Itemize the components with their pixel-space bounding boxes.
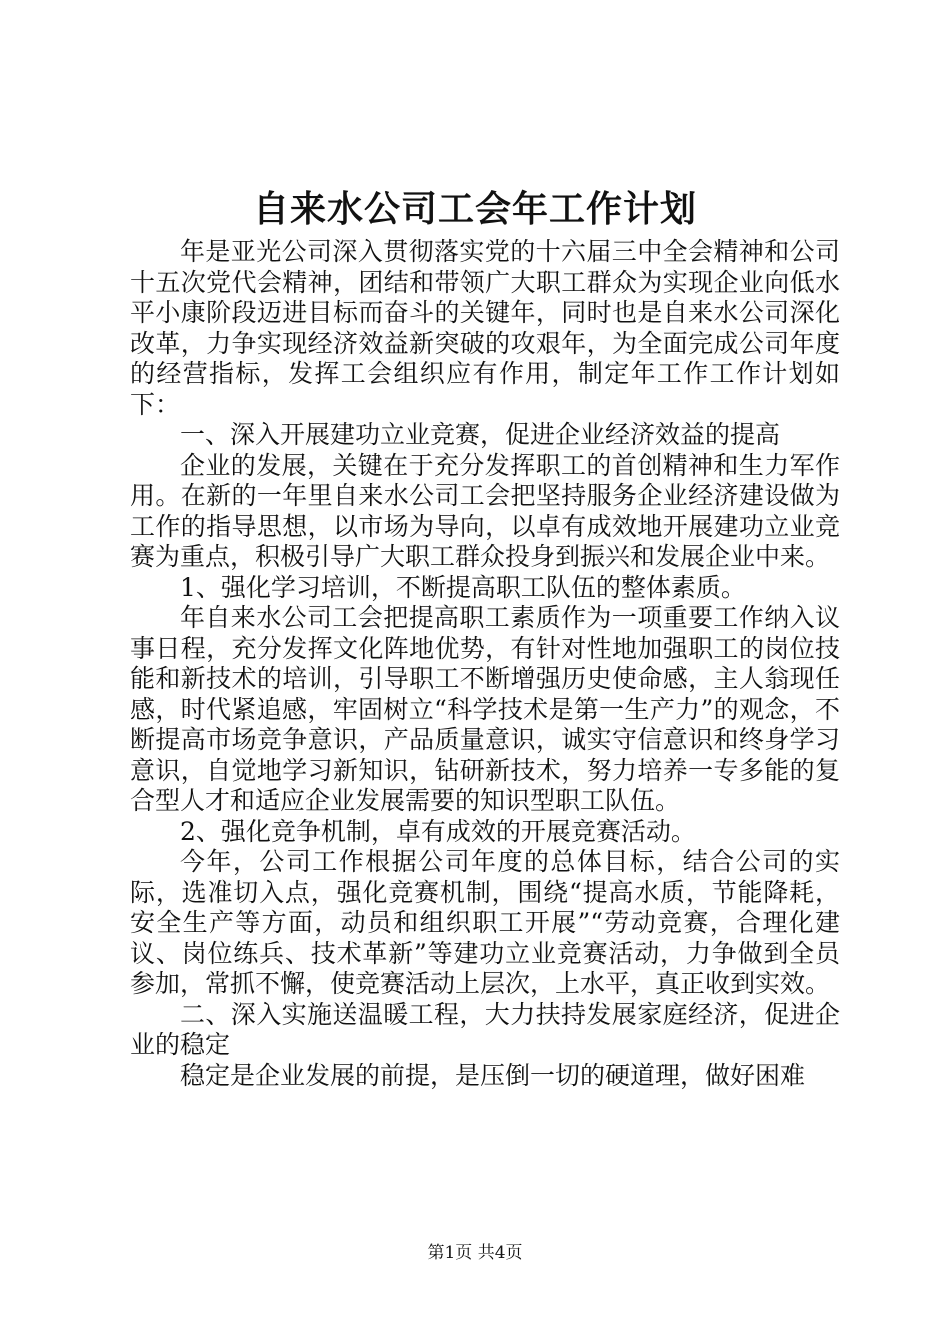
document-body	[130, 237, 840, 1091]
page-footer: 第1页 共4页	[427, 1243, 523, 1263]
subheading-1-1: 1、强化学习培训，不断提高职工队伍的整体素质。	[180, 572, 746, 602]
paragraph-stability: 稳定是企业发展的前提，是压倒一切的硬道理，做好困难	[180, 1060, 806, 1090]
subheading-1-2: 2、强化竞争机制，卓有成效的开展竞赛活动。	[180, 816, 696, 846]
document-title: 自来水公司工会年工作计划	[252, 188, 697, 230]
paragraph-section-1: 企业的发展，关键在于充分发挥职工的首创精神和生力军作用。在新的一年里自来水公司工会把坚持服务企业经济建设做为工作的指导思想，以市场为导向，以卓有成效地开展建功立业竞赛为重点，积极引导广大职工群众投身到振兴和发展企业中来。	[130, 450, 840, 571]
paragraph-competition: 今年，公司工作根据公司年度的总体目标，结合公司的实际，选准切入点，强化竞赛机制，围绕“提高水质，节能降耗，安全生产等方面，动员和组织职工开展”“劳动竞赛，合理化建议、岗位练兵、技术革新”等建功立业竞赛活动，力争做到全员参加，常抓不懈，使竞赛活动上层次，上水平，真正收到实效。	[130, 847, 840, 998]
section-heading-1: 一、深入开展建功立业竞赛，促进企业经济效益的提高	[180, 420, 781, 449]
section-heading-2: 二、深入实施送温暖工程，大力扶持发展家庭经济，促进企业的稳定	[130, 999, 840, 1059]
paragraph-intro: 年是亚光公司深入贯彻落实党的十六届三中全会精神和公司十五次党代会精神，团结和带领广大职工群众为实现企业向低水平小康阶段迈进目标而奋斗的关键年，同时也是自来水公司深化改革，力争实现经济效益新突破的攻艰年，为全面完成公司年度的经营指标，发挥工会组织应有作用，制定年工作工作计划如下：	[130, 237, 840, 419]
paragraph-training: 年自来水公司工会把提高职工素质作为一项重要工作纳入议事日程，充分发挥文化阵地优势，有针对性地加强职工的岗位技能和新技术的培训，引导职工不断增强历史使命感，主人翁现任感，时代紧追感，牢固树立“科学技术是第一生产力”的观念，不断提高市场竞争意识，产品质量意识，诚实守信意识和终身学习意识，自觉地学习新知识，钻研新技术，努力培养一专多能的复合型人才和适应企业发展需要的知识型职工队伍。	[130, 603, 840, 815]
